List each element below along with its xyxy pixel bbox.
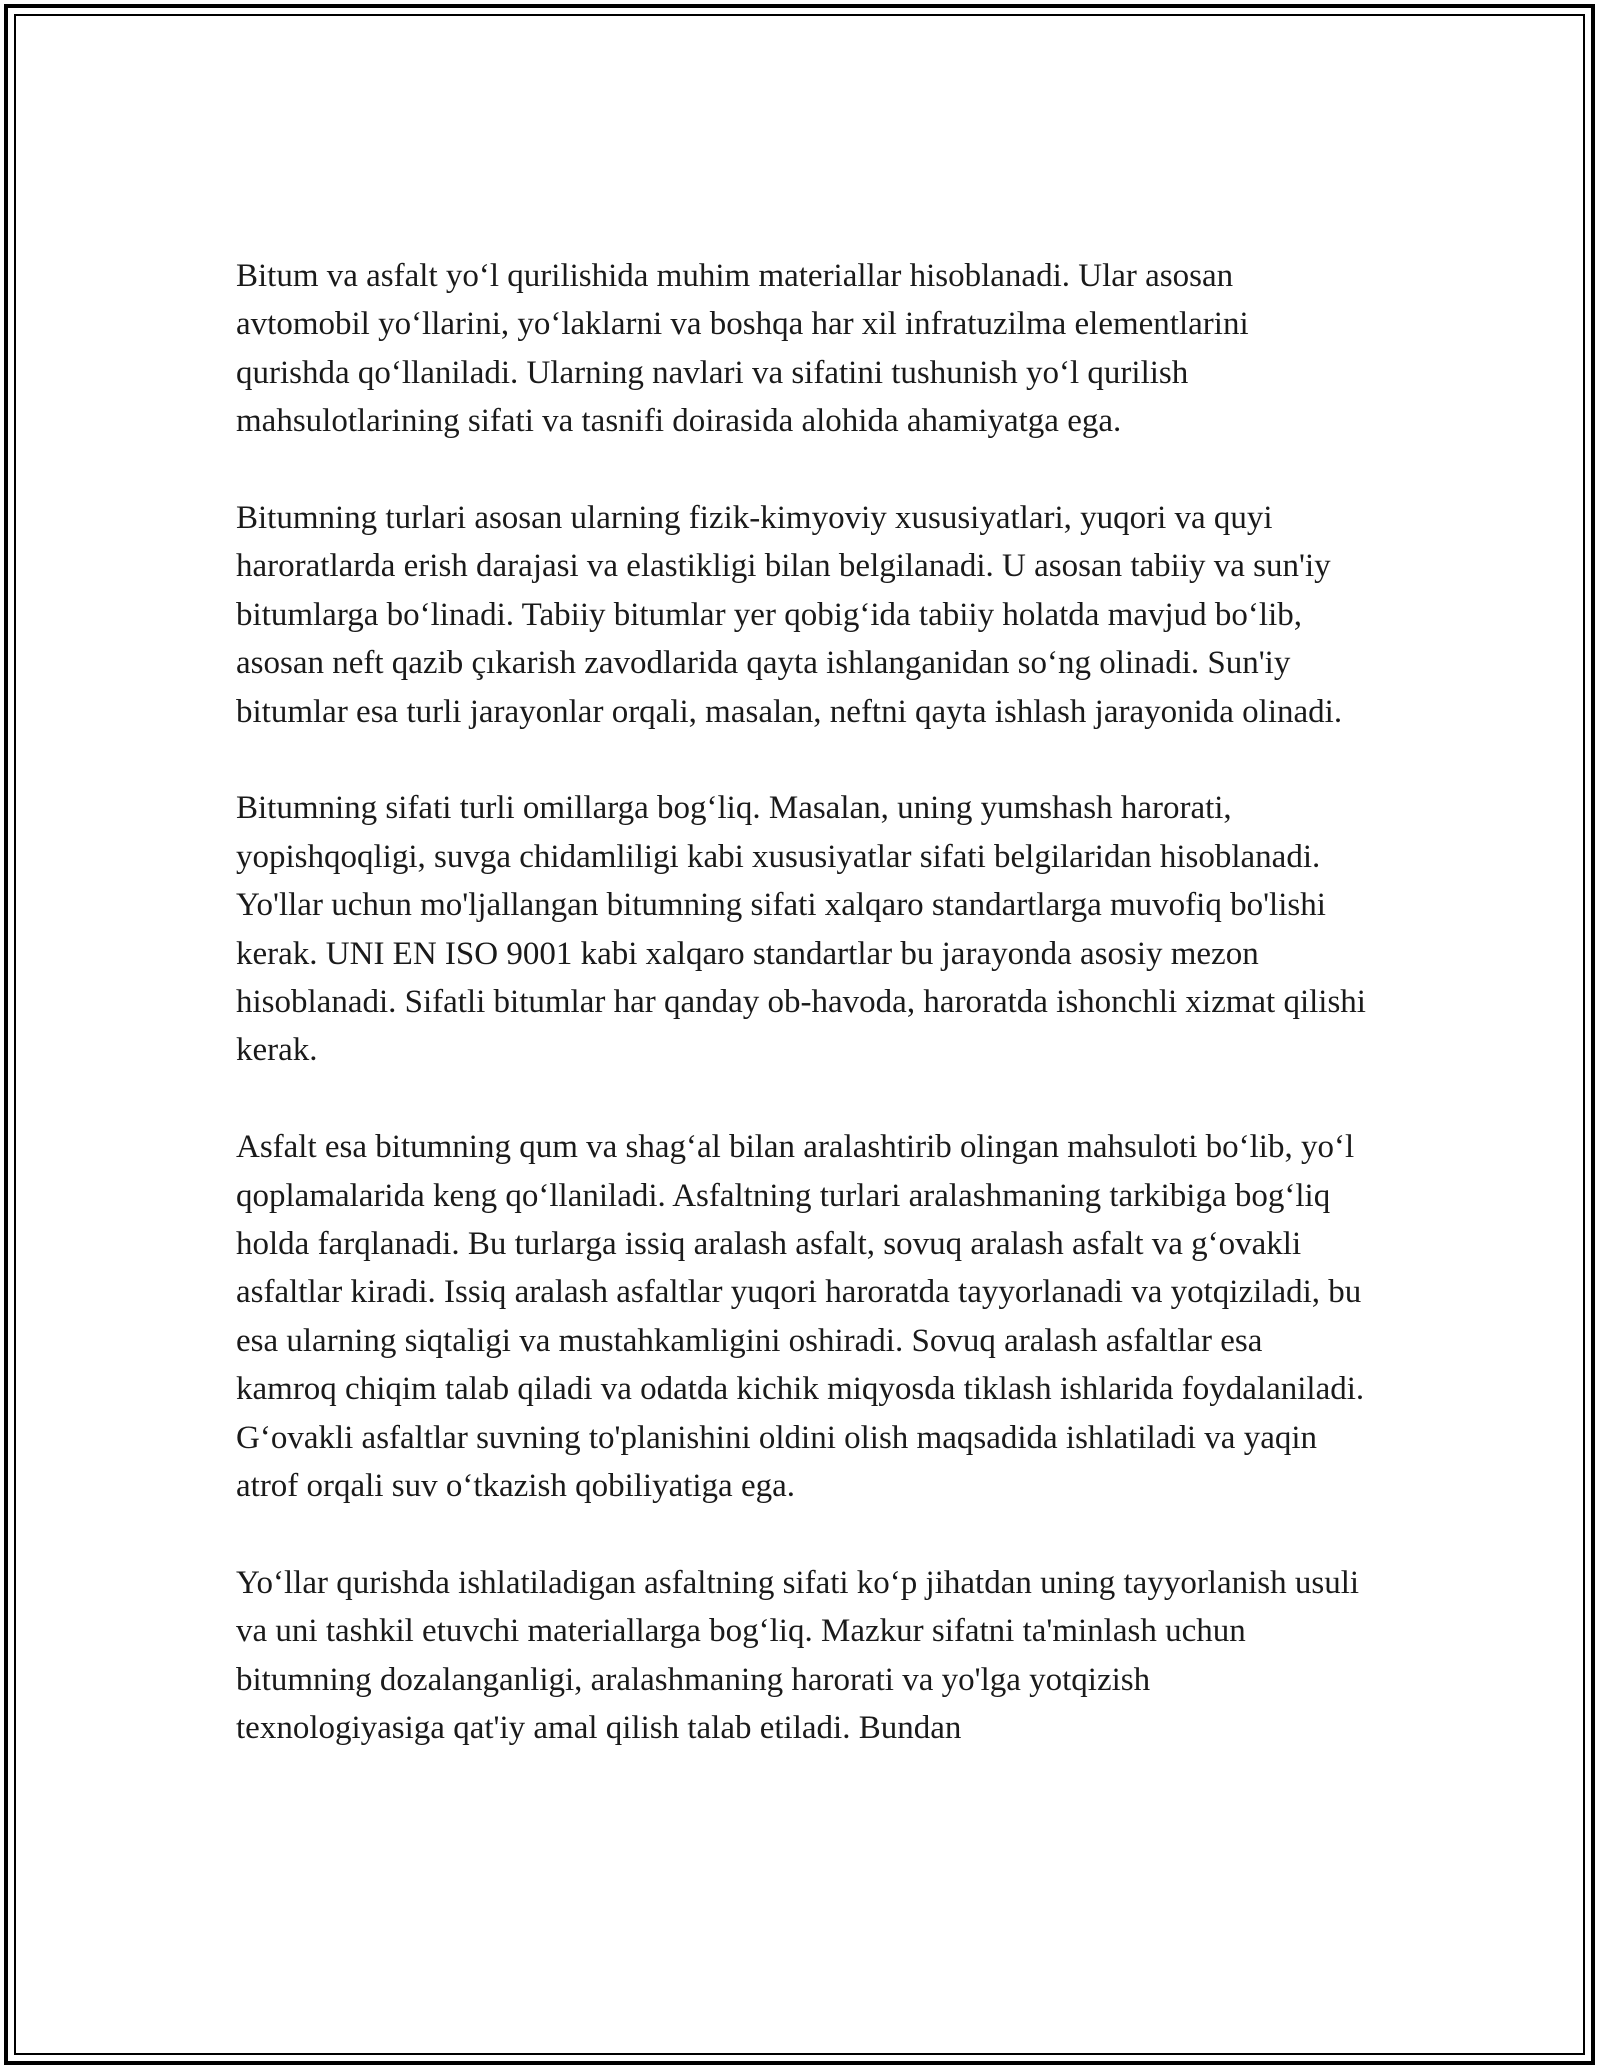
paragraph-2: Bitumning turlari asosan ularning fizik-kimyoviy xususiyatlari, yuqori va quyi haroratlarda erish darajasi va elastikligi bilan belgilanadi. U asosan tabiiy va sun'iy bitumlarga bo‘linadi. Tabiiy bitumlar yer qobig‘ida tabiiy holatda mavjud bo‘lib, asosan neft qazib çıkarish zavodlarida qayta ishlanganidan so‘ng olinadi. Sun'iy bitumlar esa turli jarayonlar orqali, masalan, neftni qayta ishlash jarayonida olinadi. [236,500,1343,730]
document-body [236,252,1366,1753]
paragraph-5: Yo‘llar qurishda ishlatiladigan asfaltning sifati ko‘p jihatdan uning tayyorlanish usuli va uni tashkil etuvchi materiallarga bog‘liq. Mazkur sifatni ta'minlash uchun bitumning dozalanganligi, aralashmaning harorati va yo'lga yotqizish texnologiyasiga qat'iy amal qilish talab etiladi. Bundan [236,1564,1360,1747]
paragraph-4: Asfalt esa bitumning qum va shag‘al bilan aralashtirib olingan mahsuloti bo‘lib, yo‘l qoplamalarida keng qo‘llaniladi. Asfaltning turlari aralashmaning tarkibiga bog‘liq holda farqlanadi. Bu turlarga issiq aralash asfalt, sovuq aralash asfalt va g‘ovakli asfaltlar kiradi. Issiq aralash asfaltlar yuqori haroratda tayyorlanadi va yotqiziladi, bu esa ularning siqtaligi va mustahkamligini oshiradi. Sovuq aralash asfaltlar esa kamroq chiqim talab qiladi va odatda kichik miqyosda tiklash ishlarida foydalaniladi. G‘ovakli asfaltlar suvning to'planishini oldini olish maqsadida ishlatiladi va yaqin atrof orqali suv o‘tkazish qobiliyatiga ega. [236,1129,1365,1505]
paragraph-3: Bitumning sifati turli omillarga bog‘liq. Masalan, uning yumshash harorati, yopishqoqligi, suvga chidamliligi kabi xususiyatlar sifati belgilaridan hisoblanadi. Yo'llar uchun mo'ljallangan bitumning sifati xalqaro standartlarga muvofiq bo'lishi kerak. UNI EN ISO 9001 kabi xalqaro standartlar bu jarayonda asosiy mezon hisoblanadi. Sifatli bitumlar har qanday ob-havoda, haroratda ishonchli xizmat qilishi kerak. [236,790,1366,1069]
paragraph-1: Bitum va asfalt yo‘l qurilishida muhim materiallar hisoblanadi. Ular asosan avtomobil yo‘llarini, yo‘laklarni va boshqa har xil infratuzilma elementlarini qurishda qo‘llaniladi. Ularning navlari va sifatini tushunish yo‘l qurilish mahsulotlarining sifati va tasnifi doirasida alohida ahamiyatga ega. [236,258,1249,440]
